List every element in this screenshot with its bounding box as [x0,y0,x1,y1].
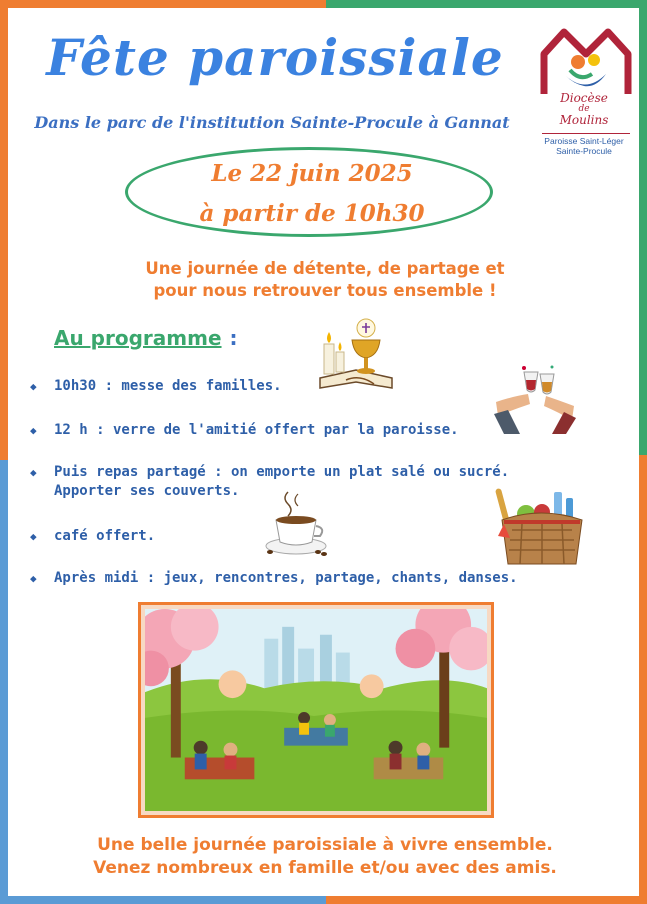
frame-top-right [326,0,647,8]
frame-left-top [0,0,8,460]
frame-top-left [0,0,326,8]
frame-right-bottom [639,455,647,904]
event-date: Le 22 juin 2025 [211,160,413,187]
diamond-bullet-icon: ◆ [30,424,37,437]
program-item: ◆ café offert. [30,528,156,544]
diamond-bullet-icon: ◆ [30,572,37,585]
candle-chalice-bible-icon [316,314,396,396]
event-start-time: à partir de 10h30 [199,200,425,227]
program-item: ◆ 10h30 : messe des familles. [30,378,282,394]
diamond-bullet-icon: ◆ [30,380,37,393]
program-heading: Au programme : [54,326,238,350]
picnic-basket-icon [492,484,590,568]
frame-right-top [639,0,647,455]
frame-left-bottom [0,460,8,904]
coffee-cup-icon [262,488,332,560]
program-item: ◆ Après midi : jeux, rencontres, partage, chants, danses. [30,570,518,586]
toast-glasses-icon [494,362,576,434]
intro-text: Une journée de détente, de partage et pour nous retrouver tous ensemble ! [145,259,505,300]
frame-bottom-left [0,896,326,904]
park-picnic-illustration [145,609,487,811]
program-item: ◆ 12 h : verre de l'amitié offert par la paroisse. [30,422,459,438]
frame-bottom-right [326,896,647,904]
program-item: ◆ Puis repas partagé : on emporte un plat salé ou sucré. Apporter ses couverts. [30,464,510,499]
page-subtitle: Dans le parc de l'institution Sainte-Procule à Gannat [34,113,510,132]
park-picnic-image-frame [138,602,494,818]
page-title: Fête paroissiale [46,28,504,87]
closing-text: Une belle journée paroissiale à vivre ensemble. Venez nombreux en famille et/ou avec des amis. [93,835,557,878]
diamond-bullet-icon: ◆ [30,530,37,543]
logo-parish-text: Paroisse Saint-Léger Sainte-Procule [544,136,624,156]
logo-diocese-text: Diocèse de Moulins [559,91,609,127]
logo-divider [542,133,630,134]
diamond-bullet-icon: ◆ [30,466,37,479]
